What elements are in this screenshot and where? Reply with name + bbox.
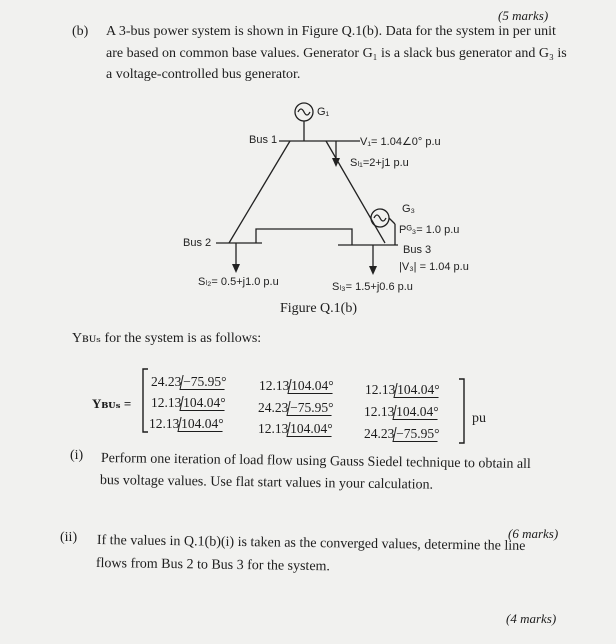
ybus-cell-2-1: 12.13 104.04° [151,395,227,410]
part-i-line-1: Perform one iteration of load flow using Gauss Siedel technique to obtain all [100,451,531,473]
question-line-3: a voltage-controlled bus generator. [106,67,301,82]
part-i-marks: (6 marks) [508,526,559,541]
g3-label: G₃ [402,203,416,215]
v3-label: |V₃| = 1.04 p.u [399,261,469,273]
ybus-cell-1-1: 24.23 −75.95° [151,374,227,389]
ybus-cell-2-3: 12.13 104.04° [364,404,440,419]
sl2-label: Sₗ₂= 0.5+j1.0 p.u [198,276,279,288]
ybus-cell-3-1: 12.13 104.04° [149,416,225,431]
part-ii-label: (ii) [60,530,78,545]
ybus-cell-3-3: 24.23 −75.95° [364,426,440,441]
part-i-label: (i) [70,448,84,463]
ybus-cell-1-2: 12.13 104.04° [259,378,335,393]
ybus-lhs: Yʙᴜₛ = [92,396,132,411]
part-ii-marks: (4 marks) [506,611,557,626]
ybus-unit: pu [472,411,486,426]
bus-3-label: Bus 3 [403,244,432,256]
bus-2-label: Bus 2 [183,237,212,249]
part-ii-line-2: flows from Bus 2 to Bus 3 for the system. [95,556,331,575]
ybus-cell-2-2: 24.23 −75.95° [258,400,334,415]
question-line-1: A 3-bus power system is shown in Figure Q.1(b). Data for the system in per unit [106,24,556,39]
part-i-line-2: bus voltage values. Use flat start values in your calculation. [99,473,434,493]
pg3-label: Pᴳ₃= 1.0 p.u [399,224,460,236]
ybus-cell-3-2: 12.13 104.04° [258,421,334,436]
ybus-intro: Yʙᴜₛ for the system is as follows: [72,331,262,346]
part-b-label: (b) [72,24,89,39]
sl1-label: Sₗ₁=2+j1 p.u [350,157,409,169]
figure-caption: Figure Q.1(b) [280,301,357,316]
sl3-label: Sₗ₃= 1.5+j0.6 p.u [332,281,413,293]
ybus-cell-1-3: 12.13 104.04° [365,382,441,397]
bus-1-label: Bus 1 [249,134,278,146]
marks-header: (5 marks) [498,8,549,23]
part-ii-line-1: If the values in Q.1(b)(i) is taken as the converged values, determine the line [96,533,526,554]
v1-label: V₁= 1.04∠0° p.u [360,136,441,148]
g1-label: G₁ [317,106,330,118]
question-line-2: are based on common base values. Generator G₁ is a slack bus generator and G₃ is [106,46,567,61]
